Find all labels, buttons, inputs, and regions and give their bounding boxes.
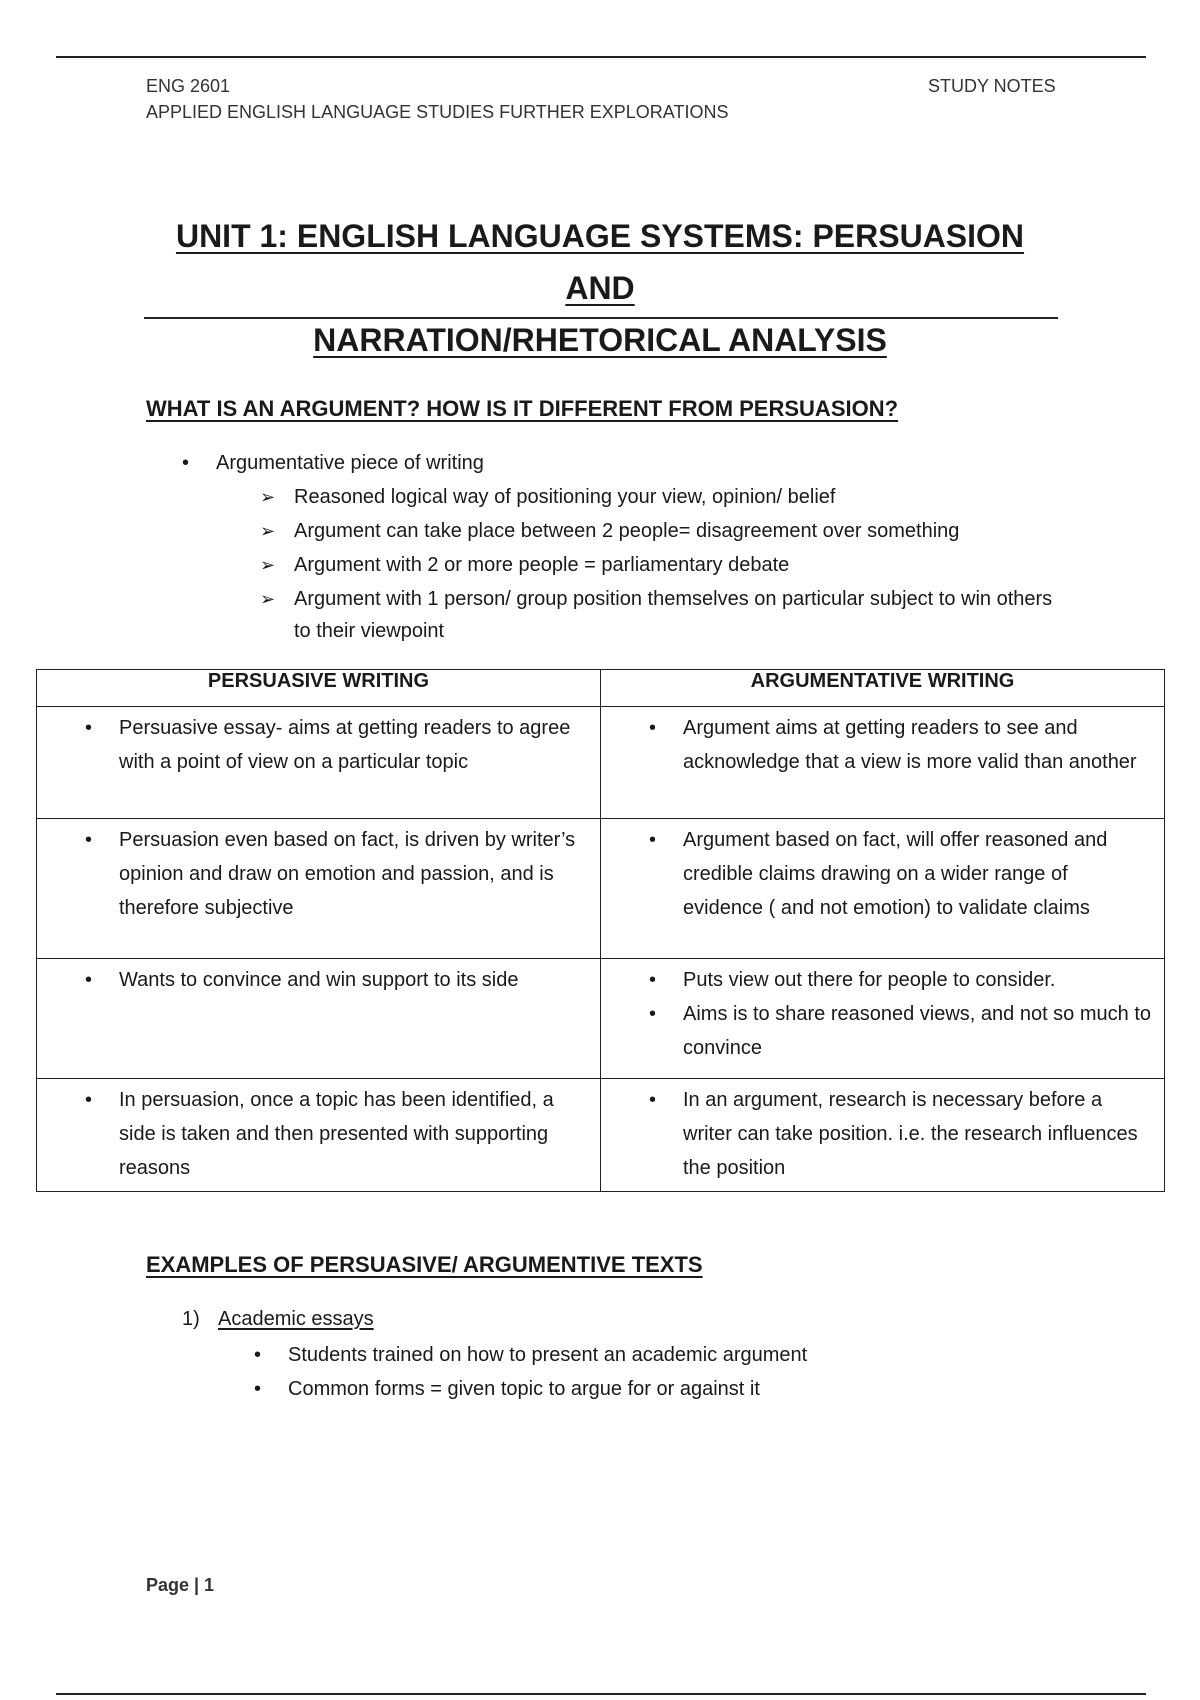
unit-title [150,210,1050,366]
example-item [182,1302,374,1336]
example-title: Academic essays [218,1308,374,1330]
section1-heading: WHAT IS AN ARGUMENT? HOW IS IT DIFFERENT FROM PERSUASION? [146,396,899,421]
example-number: 1) [182,1308,200,1330]
argumentative-cell [601,959,1165,1079]
table-row [37,707,1165,819]
list-item: • In persuasion, once a topic has been identified, a side is taken and then presented with supporting reasons [37,1083,600,1185]
argumentative-cell [601,819,1165,959]
table-row [37,819,1165,959]
list-item: • Puts view out there for people to consider. [601,963,1164,997]
unit-title-line2: NARRATION/RHETORICAL ANALYSIS [313,322,887,358]
section1-bullet [182,446,484,480]
sub-point: ➢ Reasoned logical way of positioning your view, opinion/ belief [260,480,1060,514]
table-row [37,1079,1165,1192]
section1-bullet-text: Argumentative piece of writing [216,452,484,474]
persuasive-cell [37,959,601,1079]
table-header-argumentative: ARGUMENTATIVE WRITING [601,670,1165,707]
list-item: • Students trained on how to present an academic argument [254,1338,807,1372]
bullet-dot: • [182,452,190,474]
arrow-bullet-icon: ➢ [260,487,276,507]
section1-subpoints [260,480,1060,647]
list-item: • Common forms = given topic to argue for or against it [254,1372,807,1406]
doc-type: STUDY NOTES [928,76,1056,96]
list-item: • Argument based on fact, will offer reasoned and credible claims drawing on a wider range of evidence ( and not emotion) to validate claims [601,823,1164,925]
sub-point: ➢ Argument with 1 person/ group position themselves on particular subject to win others to their viewpoint [260,582,1060,647]
top-rule [56,56,1146,58]
sub-point: ➢ Argument can take place between 2 people= disagreement over something [260,514,1060,548]
argumentative-cell [601,1079,1165,1192]
argumentative-cell [601,707,1165,819]
table-header-row [37,670,1165,707]
comparison-table [36,669,1165,1192]
bullet-dot: • [254,1378,262,1400]
bullet-dot: • [254,1344,262,1366]
persuasive-cell [37,1079,601,1192]
table-row [37,959,1165,1079]
arrow-bullet-icon: ➢ [260,521,276,541]
sub-point: ➢ Argument with 2 or more people = parliamentary debate [260,548,1060,582]
list-item: • Argument aims at getting readers to see and acknowledge that a view is more valid than another [601,711,1164,779]
table-header-persuasive: PERSUASIVE WRITING [37,670,601,707]
list-item: • Aims is to share reasoned views, and not so much to convince [601,997,1164,1065]
course-code: ENG 2601 [146,76,231,96]
list-item: • Persuasion even based on fact, is driven by writer’s opinion and draw on emotion and passion, and is therefore subjective [37,823,600,925]
bottom-rule [56,1693,1146,1695]
arrow-bullet-icon: ➢ [260,589,276,609]
list-item: • Persuasive essay- aims at getting readers to agree with a point of view on a particular topic [37,711,600,779]
list-item: • In an argument, research is necessary before a writer can take position. i.e. the research influences the position [601,1083,1164,1185]
page-number: Page | 1 [146,1575,215,1595]
persuasive-cell [37,819,601,959]
section2-heading: EXAMPLES OF PERSUASIVE/ ARGUMENTIVE TEXTS [146,1252,703,1277]
list-item: • Wants to convince and win support to its side [37,963,600,997]
unit-title-line1: UNIT 1: ENGLISH LANGUAGE SYSTEMS: PERSUASION AND [175,218,1025,306]
title-rule [144,317,1058,319]
persuasive-cell [37,707,601,819]
course-title: APPLIED ENGLISH LANGUAGE STUDIES FURTHER EXPLORATIONS [146,102,729,122]
arrow-bullet-icon: ➢ [260,555,276,575]
example-bullets [254,1338,807,1406]
